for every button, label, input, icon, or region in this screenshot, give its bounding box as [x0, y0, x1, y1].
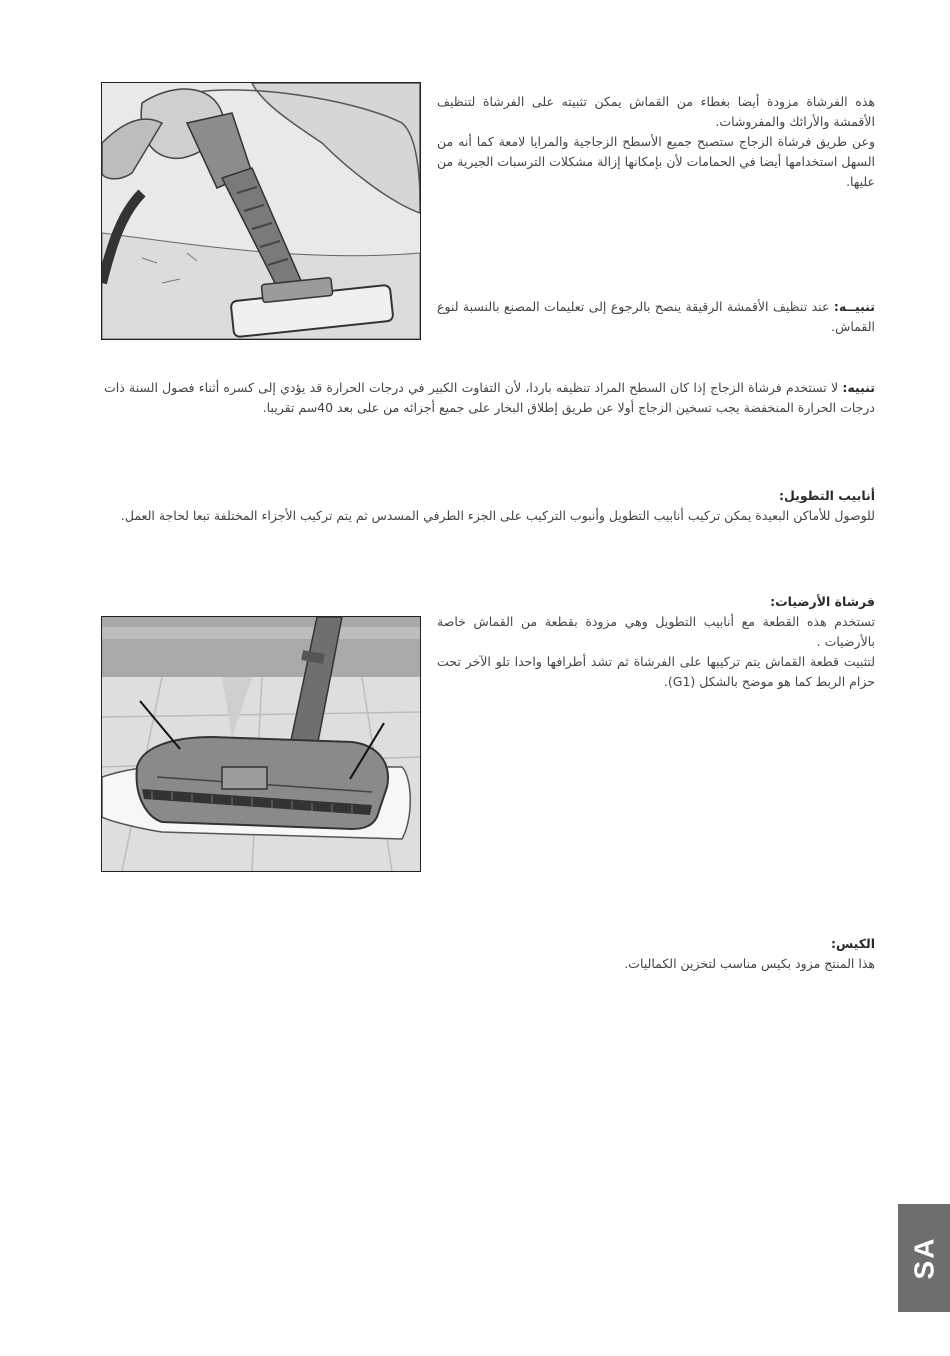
upholstery-cover-paragraph: هذه الفرشاة مزودة أيضا بغطاء من القماش يمكن تثبيته على الفرشاة لتنظيف الأقمشة والأرائك والمفروشات.	[437, 94, 875, 129]
glass-brush-paragraph: وعن طريق فرشاة الزجاج ستصبح جميع الأسطح الزجاجية والمرايا لامعة كما أنه من السهل استخدامها أيضا في الحمامات لأن بإمكانها إزالة مشكلات الترسبات الجيرية من عليها.	[437, 134, 875, 189]
floor-brush-illustration	[102, 617, 420, 871]
language-tab-label: SA	[908, 1236, 939, 1280]
upholstery-brush-illustration	[102, 83, 420, 339]
language-tab	[898, 1204, 950, 1312]
glass-warning-text: لا تستخدم فرشاة الزجاج إذا كان السطح المراد تنظيفه باردا، لأن التفاوت الكبير في درجات الحرارة قد يؤدي إلى كسره أثناء فصول السنة ذات درجات الحرارة المنخفضة يجب تسخين الزجاج أولا عن طريق إطلاق البخار على جميع أجزائه من على بعد 40سم تقريبا.	[104, 380, 875, 415]
floor-brush-heading: فرشاة الأرضيات:	[770, 594, 875, 609]
extension-tubes-text: للوصول للأماكن البعيدة يمكن تركيب أنابيب التطويل وأنبوب التركيب على الجزء الطرفي المسدس ثم يتم تركيب الأجزاء المختلفة تبعا لحاجة العمل.	[120, 508, 875, 523]
section4-floor-brush	[437, 592, 875, 692]
bag-text: هذا المنتج مزود بكيس مناسب لتخزين الكماليات.	[624, 956, 875, 971]
extension-tubes-heading: أنابيب التطويل:	[779, 488, 875, 503]
upholstery-brush-figure	[101, 82, 421, 340]
bag-heading: الكيس:	[830, 936, 875, 951]
floor-brush-figure	[101, 616, 421, 872]
section1-text	[437, 92, 875, 192]
floor-brush-text2: لتثبيت قطعة القماش يتم تركيبها على الفرشاة ثم تشد أطرافها واحدا تلو الآخر تحت حزام الربط كما هو موضح بالشكل (G1).	[437, 654, 875, 689]
glass-warning-label: تنبيه:	[842, 380, 875, 395]
section5-bag	[437, 934, 875, 974]
section3-extension-tubes	[104, 486, 875, 526]
section2-warning	[104, 378, 875, 418]
warning-label: تنبيــه:	[833, 299, 875, 314]
section1-warning	[437, 297, 875, 337]
warning-text: عند تنظيف الأقمشة الرقيقة ينصح بالرجوع إلى تعليمات المصنع بالنسبة لنوع القماش.	[437, 299, 875, 334]
floor-brush-text1: تستخدم هذه القطعة مع أنابيب التطويل وهي مزودة بقطعة من القماش خاصة بالأرضيات .	[437, 614, 875, 649]
